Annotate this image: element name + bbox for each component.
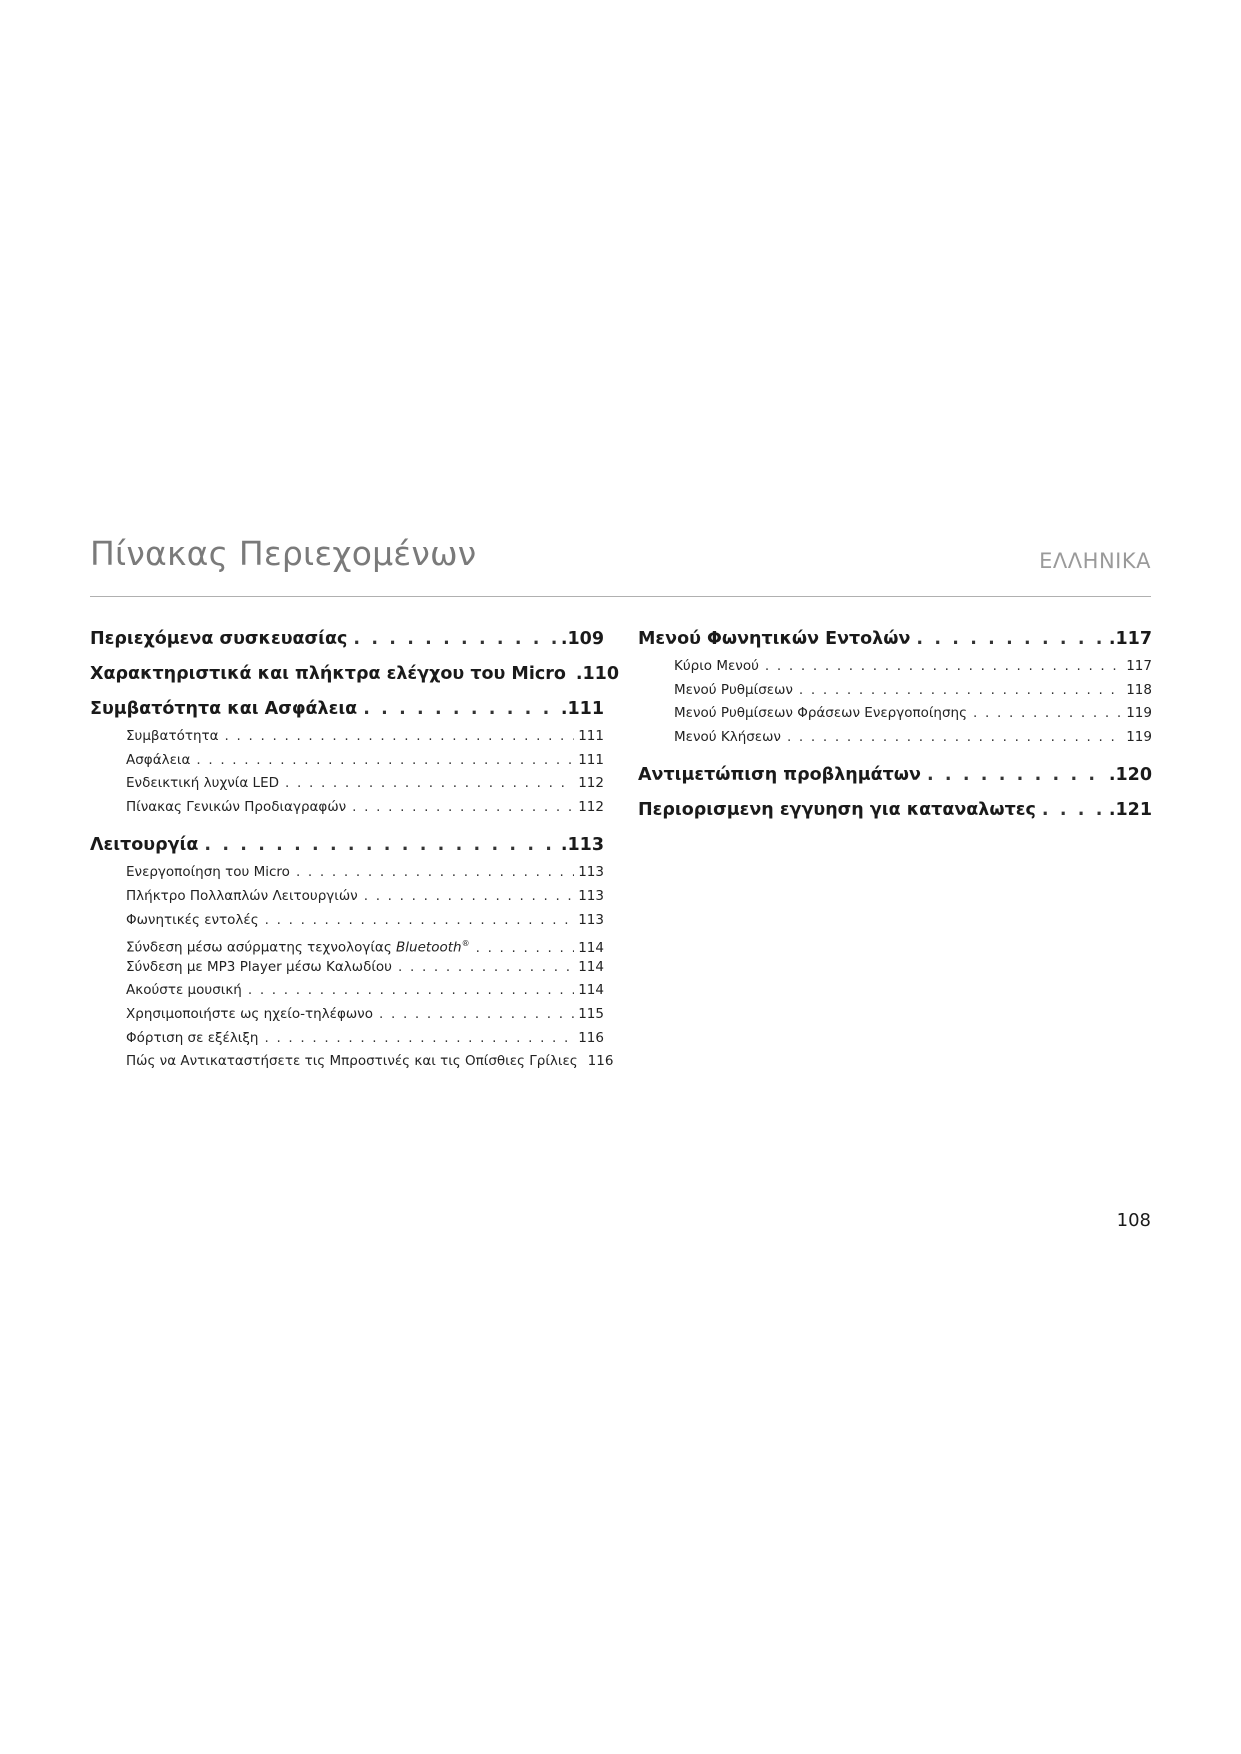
toc-subentry[interactable] [126, 1050, 614, 1074]
toc-entry[interactable] [90, 833, 604, 857]
toc-subentry-label: Ενδεικτική λυχνία LED [126, 775, 279, 792]
dot-leader [353, 627, 556, 651]
toc-entry-page: .117 [1108, 629, 1152, 649]
toc-entry-label: Χαρακτηριστικά και πλήκτρα ελέγχου του Micro [90, 664, 566, 684]
dot-leader [799, 679, 1122, 703]
toc-entry-page: .120 [1108, 765, 1152, 786]
dot-leader [204, 833, 556, 857]
dot-leader [916, 627, 1104, 651]
toc-section-operation [90, 833, 614, 1073]
dot-leader [248, 979, 574, 1003]
toc-subentry-page: 112 [578, 775, 604, 792]
toc-section-features-controls [90, 662, 620, 686]
toc-entry[interactable] [90, 627, 604, 651]
toc-subentry-label-text: Σύνδεση μέσω ασύρματης τεχνολογίας [126, 939, 397, 956]
toc-entry-label: Περιεχόμενα συσκευασίας [90, 629, 348, 649]
toc-subentry-page: 119 [1126, 705, 1152, 722]
dot-leader [285, 772, 574, 796]
toc-entry-page: .113 [560, 835, 604, 856]
toc-subentry-page: 114 [578, 982, 604, 999]
dot-leader [364, 885, 575, 909]
toc-subentry-label: Πλήκτρο Πολλαπλών Λειτουργιών [126, 887, 358, 904]
dot-leader [296, 861, 574, 885]
toc-subentry-label: Μενού Ρυθμίσεων Φράσεων Ενεργοποίησης [674, 705, 968, 722]
toc-subentry-page: 114 [578, 939, 604, 956]
dot-leader [379, 1003, 574, 1027]
toc-subentry-label: Χρησιμοποιήστε ως ηχείο-τηλέφωνο [126, 1005, 373, 1022]
toc-subentry-page: 113 [578, 911, 604, 928]
toc-subentry-label: Μενού Ρυθμίσεων [674, 681, 793, 698]
page-number: 108 [1116, 1210, 1151, 1231]
dot-leader [1042, 798, 1105, 822]
dot-leader [225, 725, 575, 749]
toc-subentry[interactable] [674, 655, 1152, 679]
toc-section-voice-commands-menu [638, 627, 1152, 749]
toc-subentry-label: Σύνδεση με MP3 Player μέσω Καλωδίου [126, 958, 392, 975]
toc-entry[interactable] [638, 798, 1152, 822]
toc-subentry-page: 115 [578, 1005, 604, 1022]
toc-subentry-label: Μενού Κλήσεων [674, 728, 781, 745]
toc-subentry[interactable] [674, 679, 1152, 703]
toc-subentry[interactable] [126, 1027, 604, 1051]
toc-section-limited-warranty [638, 798, 1152, 822]
toc-entry-label: Λειτουργία [90, 835, 199, 856]
toc-subentry-label: Πώς να Αντικαταστήσετε τις Μπροστινές και τις Οπίσθιες Γρίλιες [126, 1053, 578, 1070]
toc-subentry[interactable] [126, 861, 604, 885]
toc-subentry-page: 113 [578, 887, 604, 904]
toc-subentry-page: 116 [587, 1053, 614, 1070]
toc-subentry-page: 112 [578, 798, 604, 815]
toc-subentry-label: Κύριο Μενού [674, 658, 759, 674]
toc-entry-label: Αντιμετώπιση προβλημάτων [638, 765, 921, 786]
toc-subentry-page: 111 [578, 728, 604, 744]
toc-entry-page: .121 [1108, 800, 1152, 821]
toc-subentry-page: 113 [578, 864, 604, 881]
toc-subentry-page: 111 [578, 751, 604, 768]
toc-subentries [90, 861, 614, 1073]
toc-subentry-label: Ακούστε μουσική [126, 982, 242, 999]
toc-section-compatibility-safety [90, 697, 604, 819]
toc-subentry-label: Φωνητικές εντολές [126, 911, 259, 928]
bluetooth-brand: Bluetooth [396, 939, 462, 956]
toc-subentries [638, 655, 1152, 749]
toc-entry[interactable] [90, 697, 604, 721]
toc-subentry-page: 117 [1126, 658, 1152, 674]
toc-subentry-label: Φόρτιση σε εξέλιξη [126, 1029, 259, 1046]
toc-subentry[interactable] [126, 725, 604, 749]
toc-entry-label: Συμβατότητα και Ασφάλεια [90, 699, 358, 719]
toc-right-column [638, 627, 1152, 822]
toc-subentry[interactable] [126, 932, 604, 956]
toc-subentry[interactable] [126, 796, 604, 820]
dot-leader [787, 726, 1122, 750]
dot-leader [927, 763, 1105, 787]
dot-leader [352, 796, 574, 820]
toc-subentry[interactable] [674, 702, 1152, 726]
toc-subentries [90, 725, 604, 819]
toc-subentry[interactable] [126, 1003, 604, 1027]
dot-leader [398, 956, 574, 980]
dot-leader [264, 1027, 574, 1051]
toc-entry-page: .111 [560, 699, 604, 719]
toc-subentry-label: Πίνακας Γενικών Προδιαγραφών [126, 798, 347, 815]
registered-mark: ® [461, 939, 470, 949]
toc-section-package-contents [90, 627, 604, 651]
toc-subentry[interactable] [126, 749, 604, 773]
dot-leader [196, 749, 574, 773]
toc-subentry-label: Ενεργοποίηση του Micro [126, 864, 290, 881]
toc-entry-label: Μενού Φωνητικών Εντολών [638, 629, 911, 649]
toc-section-troubleshooting [638, 763, 1152, 787]
toc-subentry[interactable] [126, 772, 604, 796]
page-title: Πίνακας Περιεχομένων [90, 534, 477, 573]
toc-subentry[interactable] [126, 885, 604, 909]
header-divider [90, 596, 1151, 597]
toc-entry-page: .110 [575, 664, 620, 684]
toc-left-column [90, 627, 620, 1074]
toc-entry[interactable] [90, 662, 620, 686]
toc-subentry[interactable] [126, 956, 604, 980]
toc-subentry-label: Ασφάλεια [126, 751, 191, 768]
toc-entry-label: Περιορισμενη εγγυηση για καταναλωτες [638, 800, 1036, 821]
toc-subentry-page: 116 [578, 1029, 604, 1046]
toc-subentry-page: 114 [578, 958, 604, 975]
toc-subentry[interactable] [674, 726, 1152, 750]
language-label: ΕΛΛΗΝΙΚΑ [1039, 549, 1151, 573]
toc-subentry-label: Συμβατότητα [126, 728, 219, 744]
dot-leader [973, 702, 1122, 726]
toc-subentry[interactable] [126, 979, 604, 1003]
toc-entry[interactable] [638, 627, 1152, 651]
toc-entry-page: .109 [560, 629, 604, 649]
toc-subentry[interactable] [126, 909, 604, 933]
toc-subentry-page: 119 [1126, 728, 1152, 745]
toc-subentry-page: 118 [1126, 681, 1152, 698]
dot-leader [765, 655, 1122, 679]
dot-leader [363, 697, 557, 721]
toc-entry[interactable] [638, 763, 1152, 787]
dot-leader [265, 909, 575, 933]
